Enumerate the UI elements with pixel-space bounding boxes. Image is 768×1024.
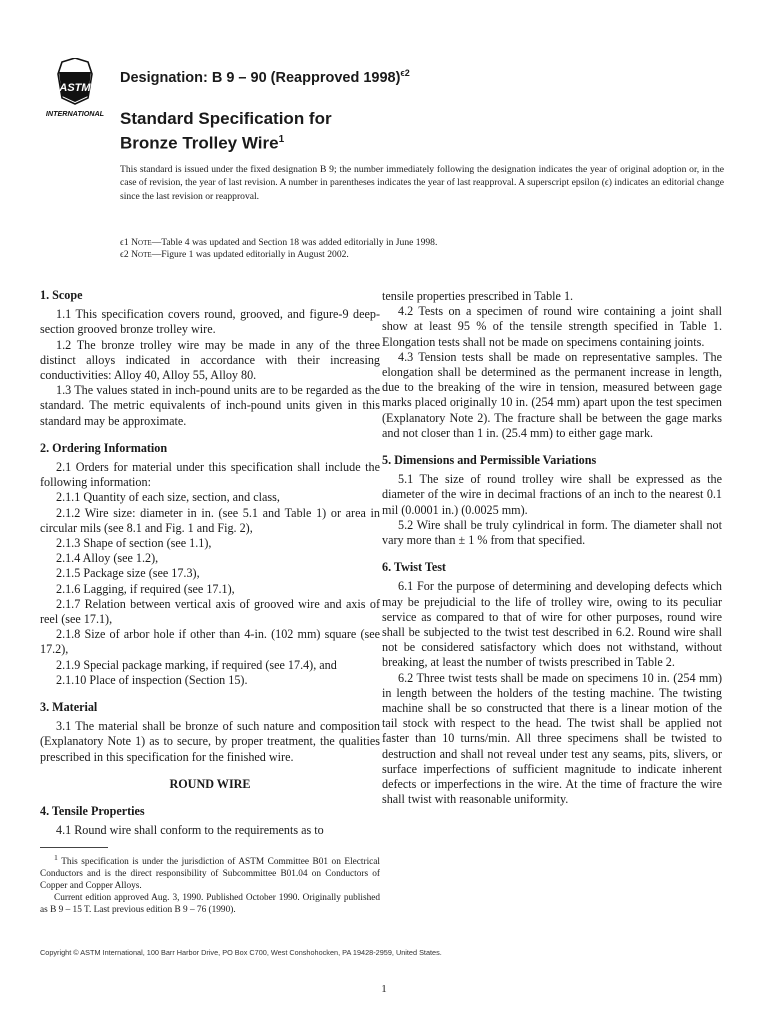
copyright-notice: Copyright © ASTM International, 100 Barr Harbor Drive, PO Box C700, West Conshohocken, PA 19428-2959, United States. [40, 948, 442, 957]
page-number: 1 [381, 983, 387, 995]
paragraph: tensile properties prescribed in Table 1. [382, 289, 574, 303]
logo-subtext: INTERNATIONAL [45, 109, 105, 118]
section-heading-ordering: 2. Ordering Information [40, 440, 168, 455]
paragraph: 5.2 Wire shall be truly cylindrical in form. The diameter shall not vary more than ± 1 % from that specified. [382, 517, 722, 548]
section-heading-dimensions: 5. Dimensions and Permissible Variations [382, 453, 597, 468]
designation-epsilon: ϵ2 [400, 68, 410, 78]
footnote [40, 852, 380, 917]
paragraph: 1.3 The values stated in inch-pound units are to be regarded as the standard. The metric equivalents of inch-pound units given in this standard may be approximate. [40, 383, 380, 428]
paragraph: 2.1 Orders for material under this specification shall include the following information: [40, 460, 380, 490]
right-column [382, 289, 722, 808]
footnote-paragraph: $^1$ This specification is under the jurisdiction of ASTM Committee B01 on Electrical Conductors and is the direct responsibility of Subcommittee B01.04 on Conductors of Copper and Copper Alloys. [40, 853, 381, 891]
paragraph: 2.1.10 Place of inspection (Section 15). [56, 672, 248, 687]
title-line-1: Standard Specification for [120, 109, 332, 128]
title-footnote-ref: 1 [278, 134, 285, 145]
paragraph: 4.3 Tension tests shall be made on representative samples. The elongation shall be determined as the permanent increase in length, due to the breaking of the wire in tension, measured between gage marks placed originally 10 in. (254 mm) apart upon the test specimen (Explanatory Note 2). The fracture shall be between the gage marks and not closer than 1 in. (25.4 mm) to either gage mark. [382, 349, 722, 440]
paragraph: 4.2 Tests on a specimen of round wire containing a joint shall show at least 95 % of the tensile strength specified in Table 1. Elongation tests shall not be made on specimens containing joints. [382, 304, 722, 349]
paragraph: 1.2 The bronze trolley wire may be made in any of the three distinct alloys indicated in accordance with their increasing conductivities: Alloy 40, Alloy 55, Alloy 80. [40, 337, 380, 383]
paragraph: 2.1.3 Shape of section (see 1.1), [56, 536, 212, 551]
editorial-notes [120, 237, 724, 260]
footnote-divider [40, 847, 108, 848]
section-heading-tensile: 4. Tensile Properties [40, 804, 145, 819]
left-column [40, 288, 380, 839]
paragraph: 5.1 The size of round trolley wire shall be expressed as the diameter of the wire in decimal fractions of an inch to the nearest 0.1 mil (0.0001 in.) (0.0025 mm). [382, 472, 722, 517]
paragraph: 2.1.8 Size of arbor hole if other than 4-in. (102 mm) square (see 17.2), [40, 627, 380, 657]
paragraph: 2.1.6 Lagging, if required (see 17.1), [56, 581, 235, 596]
subheading-round-wire: ROUND WIRE [169, 776, 251, 791]
paragraph: 3.1 The material shall be bronze of such nature and composition (Explanatory Note 1) as to secure, by proper treatment, the qualities prescribed in this specification for the finished wire. [40, 719, 380, 764]
paragraph: 1.1 This specification covers round, grooved, and figure-9 deep-section grooved bronze trolley wire. [40, 307, 380, 337]
editorial-note: ϵ2 Note—Figure 1 was updated editorially in August 2002. [120, 248, 349, 260]
paragraph: 2.1.5 Package size (see 17.3), [56, 566, 200, 581]
designation: Designation: B 9 – 90 (Reapproved 1998)$^{\epsilon 2}$ [120, 68, 410, 86]
paragraph: 2.1.2 Wire size: diameter in in. (see 5.1 and Table 1) or area in circular mils (see 8.1 and Fig. 1 and Fig. 2), [40, 505, 380, 535]
logo-text: ASTM [59, 82, 91, 94]
paragraph: 6.1 For the purpose of determining and developing defects which may be prejudicial to the life of trolley wire, owing to its peculiar service as compared to that of wire for other purposes, round wire shall be subjected to the twist test described in 6.2. Round wire shall not be considered satisfactory which does not withstand, without breaking, at least the number of twists prescribed in Table 2. [382, 579, 722, 670]
footnote-paragraph: Current edition approved Aug. 3, 1990. Published October 1990. Originally published as B 9 – 15 T. Last previous edition B 9 – 76 (1990). [40, 892, 380, 915]
document-title [120, 108, 332, 154]
issuance-statement: This standard is issued under the fixed designation B 9; the number immediately following the designation indicates the year of original adoption or, in the case of revision, the year of last revision. A number in parentheses indicates the year of last reapproval. A superscript epsilon (ϵ) indicates an editorial change since the last revision or reapproval. [120, 164, 724, 202]
paragraph: 2.1.7 Relation between vertical axis of grooved wire and axis of reel (see 17.1), [40, 596, 380, 627]
paragraph: 6.2 Three twist tests shall be made on specimens 10 in. (254 mm) in length between the holders of the testing machine. The twisting machine shall be so constructed that there is a linear motion of the tail stock with respect to the head. The twist shall be applied not faster than 10 turns/min. All three specimens shall be twisted to destruction and shall not reveal under test any seams, pits, slivers, or surface imperfections of sufficient magnitude to indicate inherent defects or imperfections in the wire. At the time of fracture the wire shall twist with reasonable uniformity. [382, 670, 722, 807]
section-heading-scope: 1. Scope [40, 288, 83, 302]
paragraph: 4.1 Round wire shall conform to the requirements as to [56, 823, 324, 838]
paragraph: 2.1.1 Quantity of each size, section, and class, [56, 490, 280, 505]
astm-logo [36, 58, 114, 120]
title-line-2: Bronze Trolley Wire$^1$ [120, 133, 285, 153]
editorial-note: ϵ1 Note—Table 4 was updated and Section 18 was added editorially in June 1998. [120, 237, 438, 248]
footnote-mark: 1 [54, 853, 58, 862]
paragraph: 2.1.4 Alloy (see 1.2), [56, 551, 159, 566]
section-heading-twist: 6. Twist Test [382, 560, 446, 575]
paragraph: 2.1.9 Special package marking, if required (see 17.4), and [56, 657, 337, 672]
section-heading-material: 3. Material [40, 700, 98, 715]
